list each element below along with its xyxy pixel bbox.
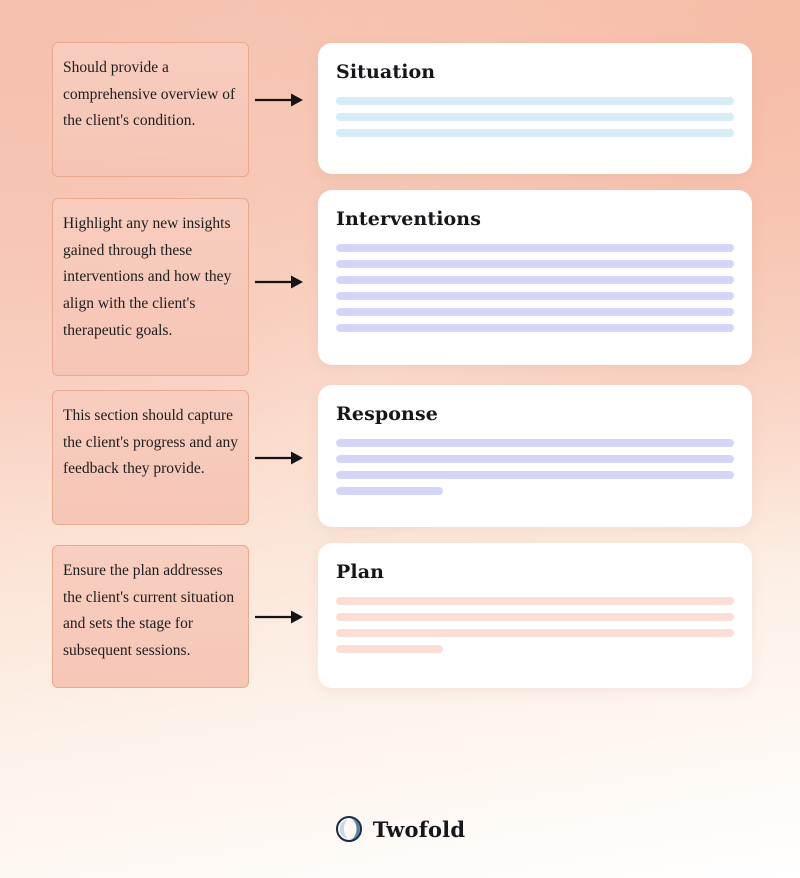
placeholder-line	[336, 645, 443, 653]
section-card-situation	[318, 43, 752, 174]
card-title: Situation	[336, 61, 436, 83]
placeholder-line	[336, 455, 734, 463]
placeholder-line	[336, 129, 734, 137]
placeholder-lines	[336, 244, 734, 332]
placeholder-line	[336, 487, 443, 495]
placeholder-line	[336, 260, 734, 268]
section-card-response	[318, 385, 752, 527]
arrow-icon-response	[255, 448, 303, 468]
placeholder-line	[336, 292, 734, 300]
annotation-note-plan: Ensure the plan addresses the client's current situation and sets the stage for subsequent sessions.	[52, 545, 249, 688]
placeholder-line	[336, 113, 734, 121]
placeholder-line	[336, 439, 734, 447]
card-title: Response	[336, 403, 438, 425]
twofold-logo-icon	[335, 815, 363, 843]
placeholder-line	[336, 308, 734, 316]
section-card-plan	[318, 543, 752, 688]
placeholder-lines	[336, 97, 734, 137]
placeholder-line	[336, 97, 734, 105]
placeholder-lines	[336, 597, 734, 653]
placeholder-line	[336, 597, 734, 605]
placeholder-line	[336, 244, 734, 252]
annotation-note-interventions: Highlight any new insights gained through these interventions and how they align with the client's therapeutic goals.	[52, 198, 249, 376]
placeholder-line	[336, 613, 734, 621]
placeholder-line	[336, 629, 734, 637]
card-title: Interventions	[336, 208, 481, 230]
annotation-note-response: This section should capture the client's progress and any feedback they provide.	[52, 390, 249, 525]
arrow-icon-situation	[255, 90, 303, 110]
brand-name: Twofold	[372, 816, 466, 842]
placeholder-lines	[336, 439, 734, 495]
placeholder-line	[336, 324, 734, 332]
arrow-icon-plan	[255, 607, 303, 627]
arrow-icon-interventions	[255, 272, 303, 292]
annotation-note-situation: Should provide a comprehensive overview of the client's condition.	[52, 42, 249, 177]
section-card-interventions	[318, 190, 752, 365]
placeholder-line	[336, 276, 734, 284]
placeholder-line	[336, 471, 734, 479]
card-title: Plan	[336, 561, 385, 583]
footer-brand	[0, 815, 800, 843]
